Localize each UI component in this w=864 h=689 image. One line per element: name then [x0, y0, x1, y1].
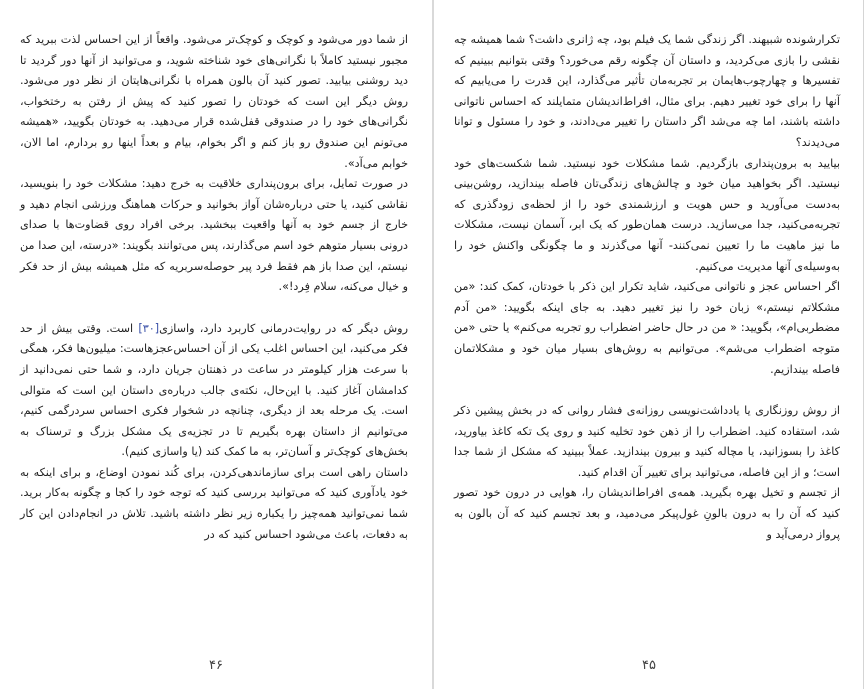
- page-number: ۴۵: [642, 658, 656, 673]
- paragraph-text: است. وقتی بیش از حد فکر می‌کنید، این احساس اغلب یکی از آن احساس‌عجزهاست: میلیون‌ها فکر، همگی با سرعت هزار کیلومتر در ساعت در ذهنتان جریان دارد، و شما حتی نمی‌دانید از کدامشان آغاز کنید. با این‌حال، نکته‌ی جالب درباره‌ی داستان این است که متوالی است. یک مرحله بعد از دیگری، چنانچه در شخوار فکری احساس سردرگمی کنیم، می‌توانیم از داستان بهره بگیریم تا در تجزیه‌ی یک مشکل بزرگ و ترسناک به بخش‌های کوچک‌تر و آسان‌تر، به ما کمک کند (یا واسازی کنیم).: [20, 321, 408, 459]
- paragraph: از شما دور می‌شود و کوچک و کوچک‌تر می‌شود. واقعاً از این احساس لذت ببرید که مجبور نیستید کاملاً با نگرانی‌های خود شناخته شوید، و می‌توانید از آنها دور گردید تا دید روشنی بیابید. تصور کنید آن بالون همراه با نگرانی‌هایتان از نظر دور می‌شود. روش دیگر این است که خودتان را تصور کنید که پیش از رفتن به رختخواب، نگرانی‌های خود را در صندوقی قفل‌شده قرار می‌دهید. به خودتان بگویید، «همیشه می‌تونم این صندوق رو باز کنم و اگر بخوام، بیام و بعداً اینها رو بردارم، اما الان، خوابم می‌آد».: [20, 33, 408, 170]
- paragraph: تکرارشونده شبیهند. اگر زندگی شما یک فیلم بود، چه ژانری داشت؟ شما همیشه چه نقشی را بازی می‌کردید، و داستان آن چگونه رقم می‌خورد؟ وقتی بتوانیم ببینیم که تفسیرها و چهارچوب‌هایمان بر تجربه‌مان تأثیر می‌گذارد، این قدرت را می‌یابیم که آنها را برای خود تغییر دهیم. برای مثال، افراط‌اندیشان متمایلند که احساس ناتوانی داشته باشند، اما چه می‌شد اگر داستان را تغییر می‌دادند، و خود را مسئول و توانا می‌دیدند؟: [454, 33, 840, 149]
- left-page-text: [454, 30, 840, 545]
- paragraph: از تجسم و تخیل بهره بگیرید. همه‌ی افراط‌اندیشان را، هوایی در درون خود تصور کنید که آن را به درون بالونِ غول‌پیکر می‌دمید، و بعد تجسم کنید که آن بالون به پرواز درمی‌آید و: [454, 486, 840, 541]
- paragraph-text: روش دیگر که در روایت‌درمانی کاربرد دارد، واسازی: [159, 321, 408, 335]
- paragraph: اگر احساس عجز و ناتوانی می‌کنید، شاید تکرار این ذکر با خودتان، کمک کند: «من مشکلاتم نیستم،» زبان خود را نیز تغییر دهید. به جای اینکه بگویید: «من آدم مضطربی‌ام»، بگویید: « من در حال حاضر اضطراب رو تجربه می‌کنم» یا حتی «من متوجه اضطراب می‌شم». می‌توانیم به روش‌های بسیار میان خود و مشکلاتمان فاصله بیندازیم.: [454, 280, 840, 376]
- reference-link[interactable]: [۳۰]: [138, 321, 160, 335]
- paragraph: در صورت تمایل، برای برون‌پنداری خلاقیت به خرج دهید: مشکلات خود را بنویسید، نقاشی کنید، یا حتی درباره‌شان آواز بخوانید و حرکات هماهنگ ورزشی انجام دهید و خارج از جسم خود به آنها واقعیت ببخشید. برخی افراد روی قضاوت‌ها با صدای درونی بسیار متوهم خود اسم می‌گذارند، پس می‌توانند بگویند: «درسته، این صدا من نیستم، این صدا باز هم فقط فرد پیر حوصله‌سربریه که مثل همیشه بیش از حد فکر و خیال می‌کنه، سلام فِرد!».: [20, 177, 408, 294]
- left-page: [432, 0, 864, 689]
- paragraph: بیایید به برون‌پنداری بازگردیم. شما مشکلات خود نیستید. شما شکست‌های خود نیستید. اگر بخواهید میان خود و چالش‌های زندگی‌تان فاصله بیندازید، روشن‌بینی به‌دست می‌آورید و حس هویت و ارزشمندی خود را از لحظه‌ی زودگذری که تجربه‌می‌کنید، جدا می‌سازید. درست همان‌طور که یک ابر، آسمان نیست، مشکلات ما نیز ماهیت ما را تعیین نمی‌کنند- آنها می‌گذرند و ما چگونگی واکنش خود را به‌وسیله‌ی آنها مدیریت می‌کنیم.: [454, 156, 840, 273]
- page-number: ۴۶: [209, 658, 223, 673]
- paragraph: [20, 319, 408, 463]
- paragraph: داستان راهی است برای سازماندهی‌کردن، برای کُند نمودن اوضاع، و برای اینکه به خود یادآوری کنید که می‌توانید بررسی کنید که توجه خود را کجا و چگونه به‌کار برید. شما نمی‌توانید همه‌چیز را یکباره زیر نظر داشته باشید. تلاش در انجام‌دادن این کار به دفعات، باعث می‌شود احساس کنید که در: [20, 465, 408, 541]
- paragraph: از روش روزنگاری یا یادداشت‌نویسی روزانه‌ی فشار روانی که در بخش پیشین ذکر شد، استفاده کنید. اضطراب را از ذهن خود تخلیه کنید و روی یک تکه کاغذ بیاورید، کاغذ را بسوزانید، یا مچاله کنید و بیرون بیندازید. عملاً ببینید که مشکل از شما جدا است؛ و از این فاصله، می‌توانید برای تغییر آن اقدام کنید.: [454, 404, 840, 479]
- right-page-text: [20, 30, 408, 545]
